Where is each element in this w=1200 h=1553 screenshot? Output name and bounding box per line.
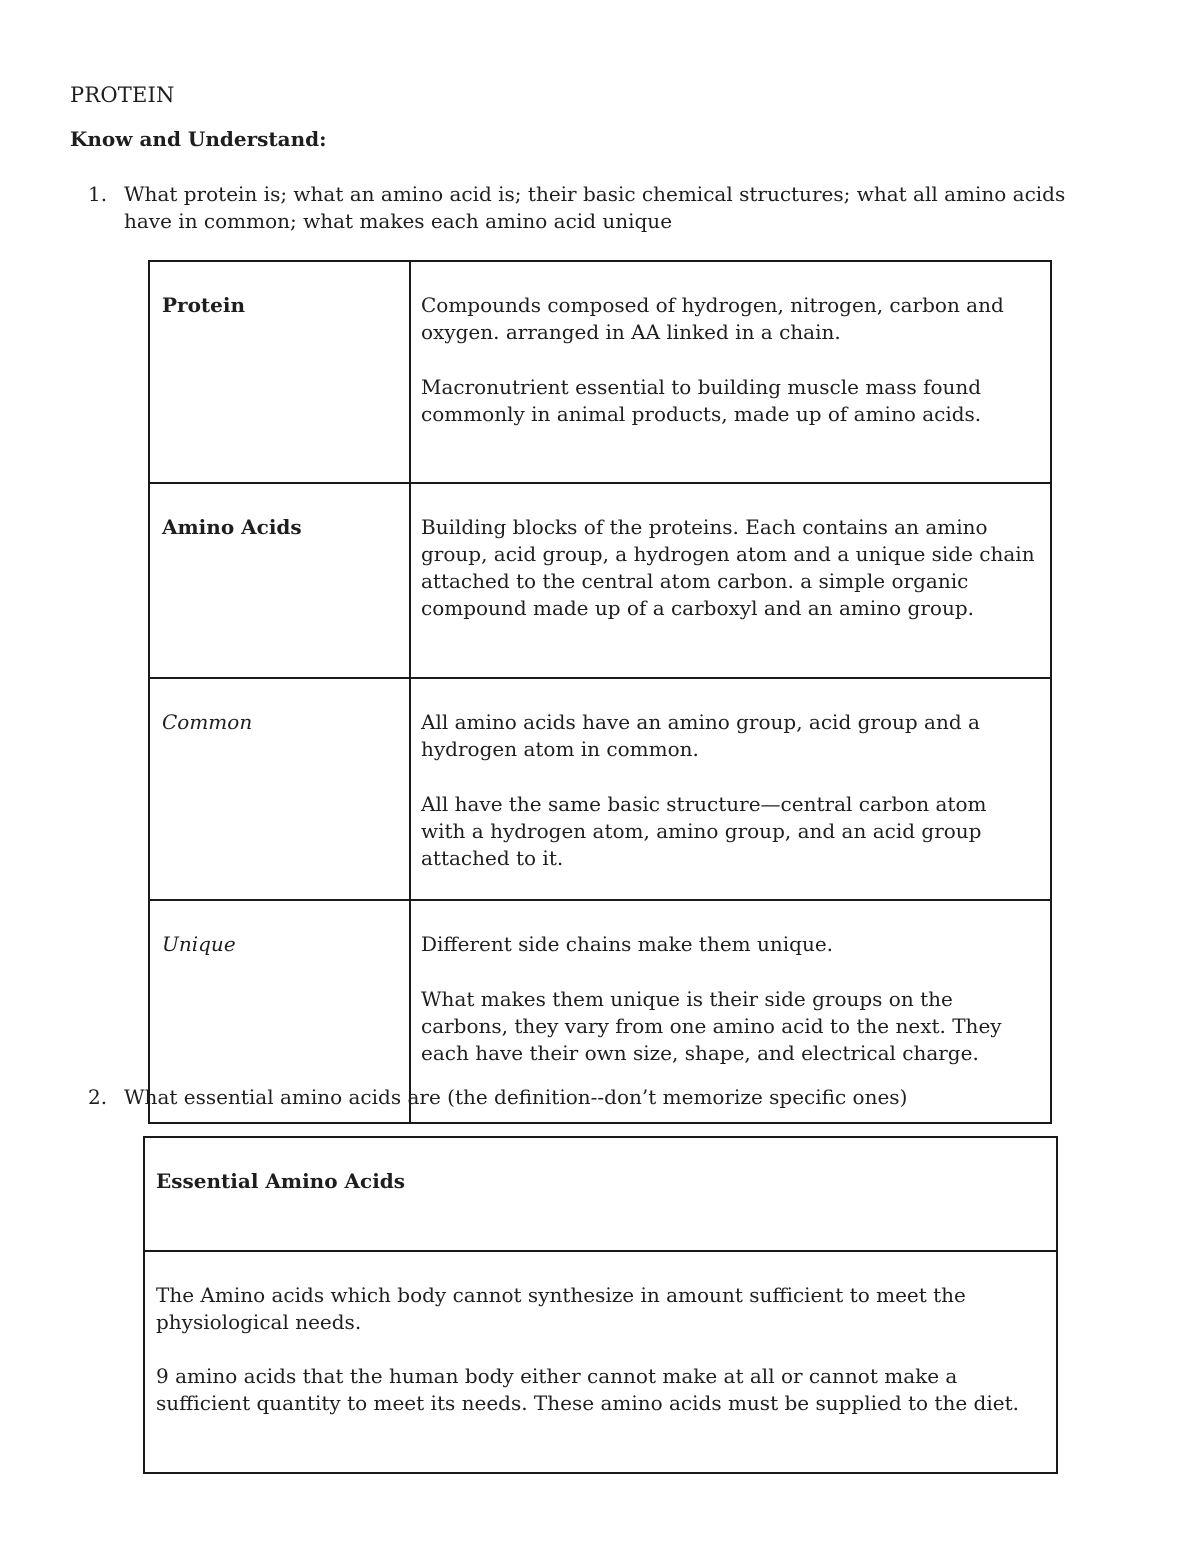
term-cell: Protein [149,261,410,483]
term-cell: Common [149,678,410,900]
definition-paragraph: Building blocks of the proteins. Each contains an amino group, acid group, a hydrogen atom and a unique side chain attached to the central atom carbon. a simple organic compound made up of a carboxyl and an amino group. [421,515,1035,620]
question-1 [88,181,1088,235]
definition-cell [410,483,1051,678]
definition-cell [144,1251,1057,1473]
definitions-table [148,260,1052,1124]
table-header-row [144,1137,1057,1251]
definition-paragraph: Compounds composed of hydrogen, nitrogen, carbon and oxygen. arranged in AA linked in a chain. [421,293,1004,344]
question-2-number: 2. [88,1085,108,1109]
table-row [144,1251,1057,1473]
table-row-protein [149,261,1051,483]
definition-paragraph: All amino acids have an amino group, acid group and a hydrogen atom in common. [421,710,980,761]
term-cell: Unique [149,900,410,1123]
question-1-text: What protein is; what an amino acid is; their basic chemical structures; what all amino acids have in common; what makes each amino acid unique [124,182,1066,233]
definition-paragraph: Different side chains make them unique. [421,932,834,956]
table-row-common [149,678,1051,900]
essential-amino-acids-table [143,1136,1058,1474]
term-cell: Amino Acids [149,483,410,678]
definition-paragraph: 9 amino acids that the human body either cannot make at all or cannot make a sufficient quantity to meet its needs. These amino acids must be supplied to the diet. [156,1364,1019,1415]
definition-paragraph: The Amino acids which body cannot synthesize in amount sufficient to meet the physiological needs. [156,1283,966,1334]
definition-paragraph: What makes them unique is their side groups on the carbons, they vary from one amino acid to the next. They each have their own size, shape, and electrical charge. [421,987,1002,1065]
question-2 [88,1084,1088,1111]
section-subtitle: Know and Understand: [70,127,327,151]
definition-paragraph: All have the same basic structure—central carbon atom with a hydrogen atom, amino group, and an acid group attached to it. [421,792,987,870]
definition-cell [410,678,1051,900]
table-header-cell: Essential Amino Acids [144,1137,1057,1251]
question-1-number: 1. [88,182,108,206]
page-title: PROTEIN [70,83,175,107]
table-row-amino-acids [149,483,1051,678]
question-2-text: What essential amino acids are (the definition--don’t memorize specific ones) [124,1085,908,1109]
definition-cell [410,261,1051,483]
definition-paragraph: Macronutrient essential to building muscle mass found commonly in animal products, made up of amino acids. [421,375,982,426]
